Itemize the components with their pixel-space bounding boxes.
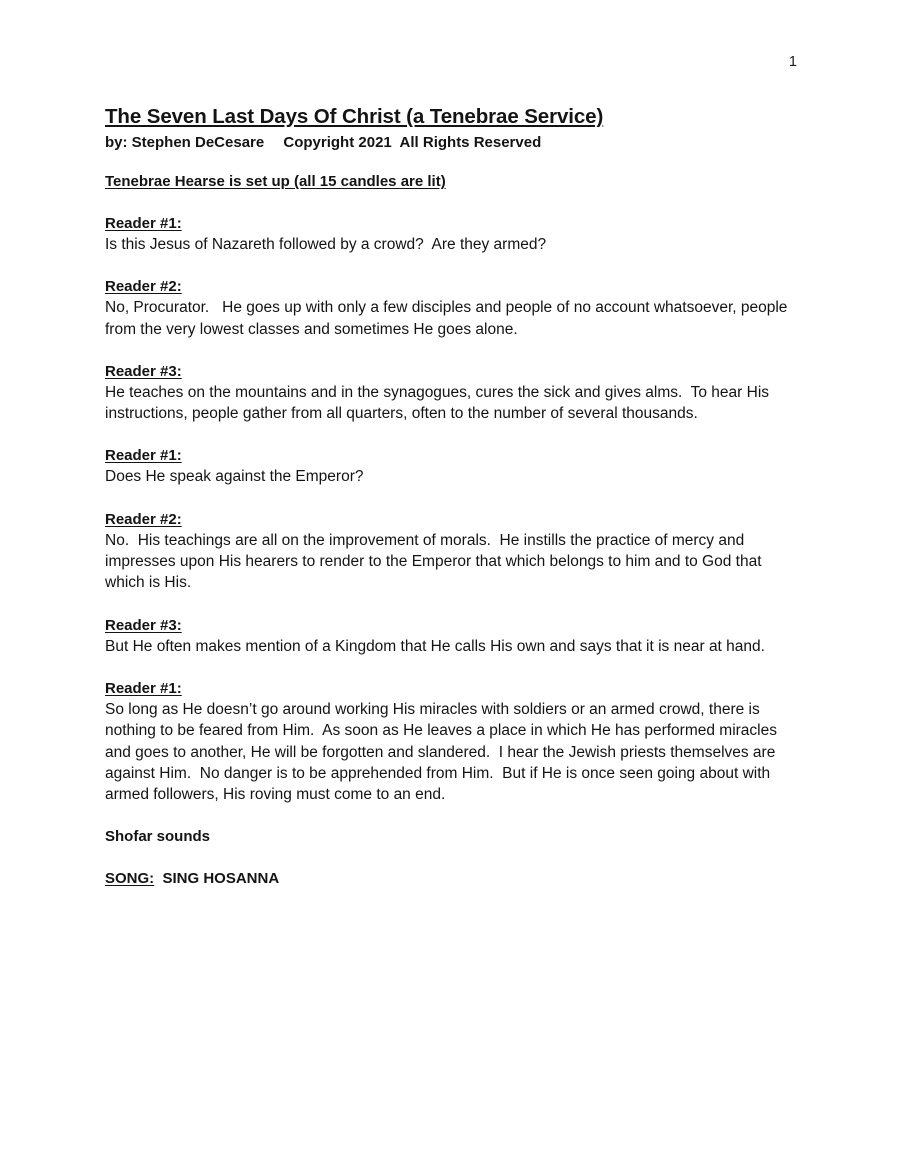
page-title: The Seven Last Days Of Christ (a Tenebrae Service) <box>105 105 604 128</box>
song-label: SONG: <box>105 870 155 888</box>
spacer <box>105 192 795 213</box>
speaker-label: Reader #1: <box>105 679 182 697</box>
speech-text: But He often makes mention of a Kingdom that He calls His own and says that it is near at hand. <box>105 637 765 655</box>
speaker-label: Reader #3: <box>105 616 182 634</box>
speech-text: Does He speak against the Emperor? <box>105 468 364 486</box>
spacer <box>105 657 795 678</box>
spacer <box>105 805 795 826</box>
speech-text: Is this Jesus of Nazareth followed by a crowd? Are they armed? <box>105 236 547 253</box>
script-block <box>105 213 795 255</box>
document-body <box>105 104 795 889</box>
speaker-label: Reader #3: <box>105 362 182 380</box>
script-block <box>105 615 795 657</box>
song-cue <box>105 868 795 889</box>
speaker-label: Reader #1: <box>105 215 182 232</box>
stage-direction-shofar: Shofar sounds <box>105 828 211 846</box>
stage-note-hearse: Tenebrae Hearse is set up (all 15 candles are lit) <box>105 173 446 190</box>
script-block <box>105 445 795 487</box>
speech-text: No, Procurator. He goes up with only a few disciples and people of no account whatsoever, people from the very lowest classes and sometimes He goes alone. <box>105 299 792 338</box>
spacer <box>105 255 795 276</box>
speaker-label: Reader #2: <box>105 510 182 528</box>
script-block <box>105 678 795 805</box>
script-block <box>105 509 795 594</box>
speaker-label: Reader #2: <box>105 278 182 296</box>
speech-text: He teaches on the mountains and in the synagogues, cures the sick and gives alms. To hear His instructions, people gather from all quarters, often to the number of several thousands. <box>105 383 774 423</box>
speaker-label: Reader #1: <box>105 447 182 465</box>
spacer <box>105 424 795 445</box>
speech-text: No. His teachings are all on the improvement of morals. He instills the practice of mercy and impresses upon His hearers to render to the Emperor that which belongs to him and to God that which is His. <box>105 531 766 592</box>
speech-text: So long as He doesn’t go around working His miracles with soldiers or an armed crowd, there is nothing to be feared from Him. As soon as He leaves a place in which He has performed miracles and goes to another, He will be forgotten and slandered. I hear the Jewish priests themselves are against Him. No danger is to be apprehended from Him. But if He is once seen going about with armed followers, His roving must come to an end. <box>105 700 782 804</box>
byline-copyright: by: Stephen DeCesare Copyright 2021 All Rights Reserved <box>105 134 542 151</box>
song-title: SING HOSANNA <box>154 870 280 888</box>
script-block <box>105 361 795 425</box>
spacer <box>105 488 795 509</box>
script-block <box>105 276 795 340</box>
spacer <box>105 594 795 615</box>
spacer <box>105 153 795 171</box>
spacer <box>105 340 795 361</box>
page-number: 1 <box>788 54 797 70</box>
spacer <box>105 847 795 868</box>
